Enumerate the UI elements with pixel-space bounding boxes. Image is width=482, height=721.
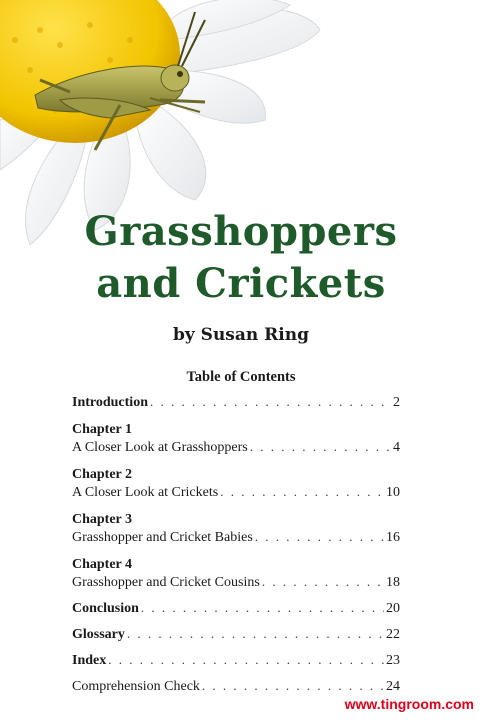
toc-entry-title: Introduction [72, 395, 148, 410]
leader-dots [150, 394, 391, 410]
leader-dots [141, 600, 384, 616]
toc-entry-conclusion [72, 600, 400, 620]
toc-entry-title: Glossary [72, 627, 125, 642]
toc-entry-page: 22 [386, 627, 400, 642]
toc-entry-chapter-3 [72, 529, 400, 549]
toc-entry-title: Grasshopper and Cricket Cousins [72, 575, 260, 590]
toc-heading: Table of Contents [186, 369, 296, 385]
toc-entry-page: 10 [386, 485, 400, 500]
leader-dots [250, 439, 391, 455]
toc-entry-chapter-1 [72, 439, 400, 459]
book-title-line2: and Crickets [96, 260, 386, 307]
leader-dots [202, 678, 384, 694]
toc-entry-comprehension-check [72, 678, 400, 698]
toc-chapter-label: Chapter 3 [72, 512, 133, 527]
toc-entry-page: 24 [386, 679, 400, 694]
toc-chapter-label: Chapter 1 [72, 422, 133, 437]
toc-entry-page: 4 [393, 440, 400, 455]
toc-entry-page: 2 [393, 395, 400, 410]
toc-entry-page: 20 [386, 601, 400, 616]
watermark-url: www.tingroom.com [344, 696, 474, 712]
toc-entry-glossary [72, 626, 400, 646]
author-byline: by Susan Ring [172, 325, 310, 345]
toc-entry-title: Grasshopper and Cricket Babies [72, 530, 253, 545]
toc-entry-title: Comprehension Check [72, 679, 200, 694]
leader-dots [220, 484, 384, 500]
toc-entry-title: Conclusion [72, 601, 139, 616]
book-title-line1: Grasshoppers [84, 208, 398, 255]
toc-entry-title: Index [72, 653, 107, 668]
leader-dots [255, 529, 384, 545]
toc-entry-page: 23 [386, 653, 400, 668]
toc-entry-introduction [72, 394, 400, 414]
toc-chapter-label: Chapter 2 [72, 467, 133, 482]
toc-chapter-label: Chapter 4 [72, 557, 133, 572]
toc-entry-title: A Closer Look at Grasshoppers [72, 440, 248, 455]
toc-entry-title: A Closer Look at Crickets [72, 485, 219, 500]
leader-dots [127, 626, 384, 642]
toc-entry-chapter-4 [72, 574, 400, 594]
table-of-contents [72, 394, 400, 698]
toc-entry-page: 18 [386, 575, 400, 590]
leader-dots [262, 574, 384, 590]
toc-entry-index [72, 652, 400, 672]
toc-entry-page: 16 [386, 530, 400, 545]
toc-entry-chapter-2 [72, 484, 400, 504]
leader-dots [108, 652, 384, 668]
